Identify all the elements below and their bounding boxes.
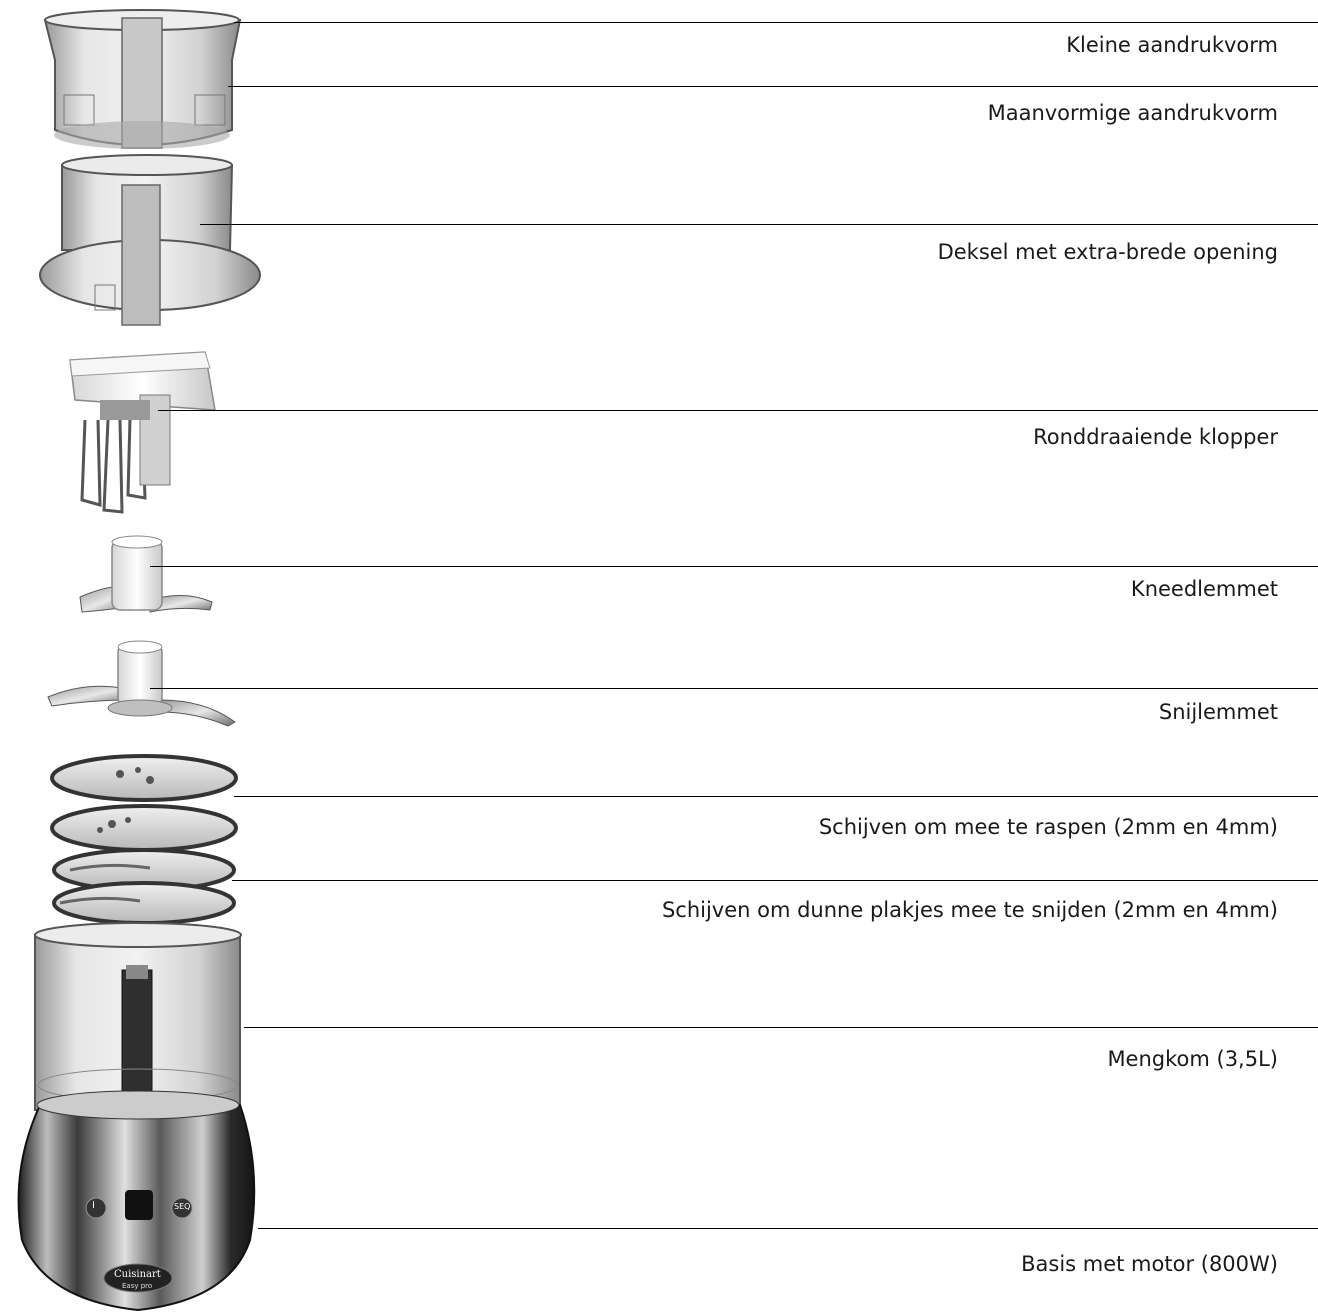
leader-line-dough-blade xyxy=(150,566,1318,567)
label-moon-pusher: Maanvormige aandrukvorm xyxy=(987,101,1278,125)
brand-logo-text: Cuisinart xyxy=(114,1269,161,1280)
label-dough-blade: Kneedlemmet xyxy=(1130,577,1278,601)
label-bowl: Mengkom (3,5L) xyxy=(1107,1047,1278,1071)
label-motor-base: Basis met motor (800W) xyxy=(1021,1252,1278,1276)
leader-line-whisk xyxy=(158,410,1318,411)
leader-line-grate-discs xyxy=(234,796,1318,797)
label-slice-discs: Schijven om dunne plakjes mee te snijden (2mm en 4mm) xyxy=(661,898,1278,922)
label-small-pusher: Kleine aandrukvorm xyxy=(1066,33,1278,57)
label-whisk: Ronddraaiende klopper xyxy=(1033,425,1278,449)
button-on-label: I xyxy=(92,1200,95,1211)
leader-line-bowl xyxy=(244,1027,1318,1028)
chop-blade-illustration xyxy=(48,641,235,726)
lid-illustration xyxy=(40,155,260,325)
leader-line-chop-blade xyxy=(150,688,1318,689)
label-grate-discs: Schijven om mee te raspen (2mm en 4mm) xyxy=(818,815,1278,839)
discs-illustration xyxy=(52,756,236,923)
leader-line-moon-pusher xyxy=(228,86,1318,87)
leader-line-small-pusher xyxy=(234,22,1318,23)
leader-line-lid xyxy=(200,224,1318,225)
leader-line-motor-base xyxy=(258,1228,1318,1229)
button-seq-label: SEQ xyxy=(174,1202,191,1211)
model-text: Easy pro xyxy=(122,1282,153,1290)
leader-line-slice-discs xyxy=(232,880,1318,881)
label-lid: Deksel met extra-brede opening xyxy=(937,240,1278,264)
pusher-illustration xyxy=(45,10,240,149)
label-chop-blade: Snijlemmet xyxy=(1158,700,1278,724)
whisk-illustration xyxy=(70,352,215,512)
dough-blade-illustration xyxy=(80,536,212,612)
